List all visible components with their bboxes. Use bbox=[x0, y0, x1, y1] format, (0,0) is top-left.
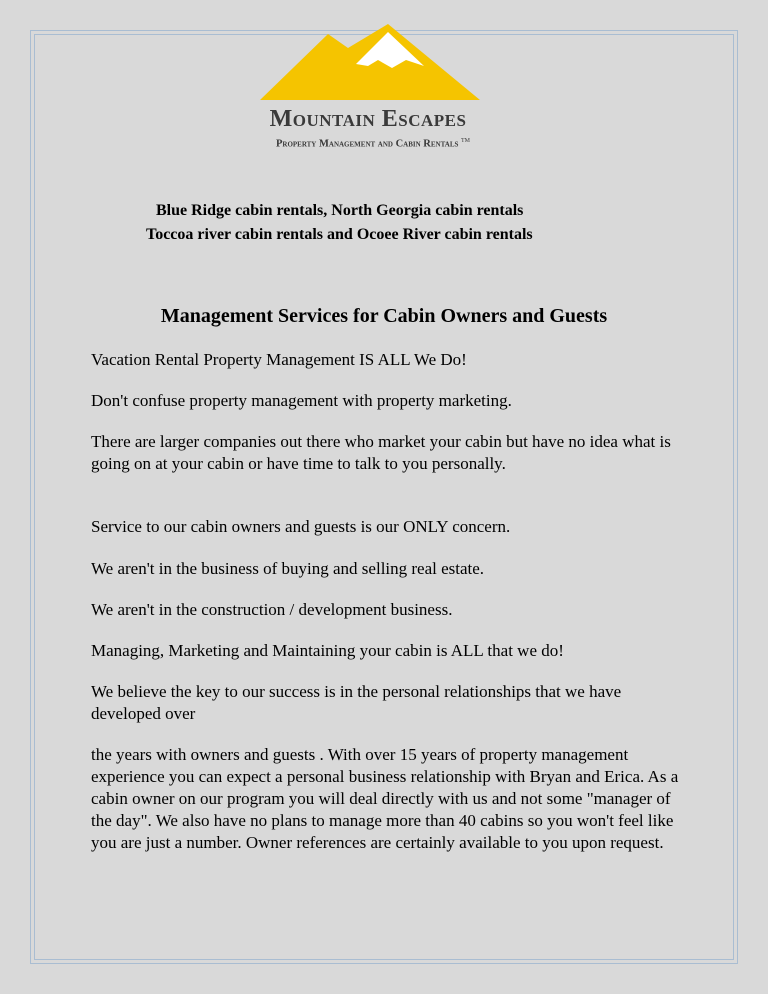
paragraph: Vacation Rental Property Management IS ALL We Do! bbox=[91, 350, 467, 369]
brand-name: Mountain Escapes bbox=[269, 106, 467, 132]
paragraph: Don't confuse property management with property marketing. bbox=[91, 391, 512, 410]
trademark: TM bbox=[461, 138, 471, 144]
company-logo bbox=[228, 18, 508, 158]
paragraph: We aren't in the construction / development business. bbox=[91, 600, 453, 619]
tagline-line-2: Toccoa river cabin rentals and Ocoee River cabin rentals bbox=[146, 226, 533, 243]
paragraph: We aren't in the business of buying and selling real estate. bbox=[91, 559, 485, 578]
paragraph: Service to our cabin owners and guests is our ONLY concern. bbox=[91, 517, 511, 536]
paragraph: We believe the key to our success is in the personal relationships that we have developed over bbox=[91, 682, 622, 723]
brand-subtitle bbox=[238, 138, 508, 150]
tagline-line-1: Blue Ridge cabin rentals, North Georgia cabin rentals bbox=[156, 202, 524, 219]
paragraph: the years with owners and guests . With over 15 years of property management experience you can expect a personal business relationship with Bryan and Erica. As a cabin owner on our program you will deal directly with us and not some "manager of the day". We also have no plans to manage more than 40 cabins so you won't feel like you are just a number. Owner references are certainly available to you upon request. bbox=[91, 745, 679, 852]
page-heading: Management Services for Cabin Owners and Guests bbox=[160, 305, 608, 327]
paragraph: There are larger companies out there who market your cabin but have no idea what is going on at your cabin or have time to talk to you personally. bbox=[91, 432, 671, 473]
brand-subtitle-text: Property Management and Cabin Rentals bbox=[275, 138, 459, 150]
paragraph: Managing, Marketing and Maintaining your cabin is ALL that we do! bbox=[91, 641, 564, 660]
mountain-logo-icon bbox=[228, 18, 508, 108]
